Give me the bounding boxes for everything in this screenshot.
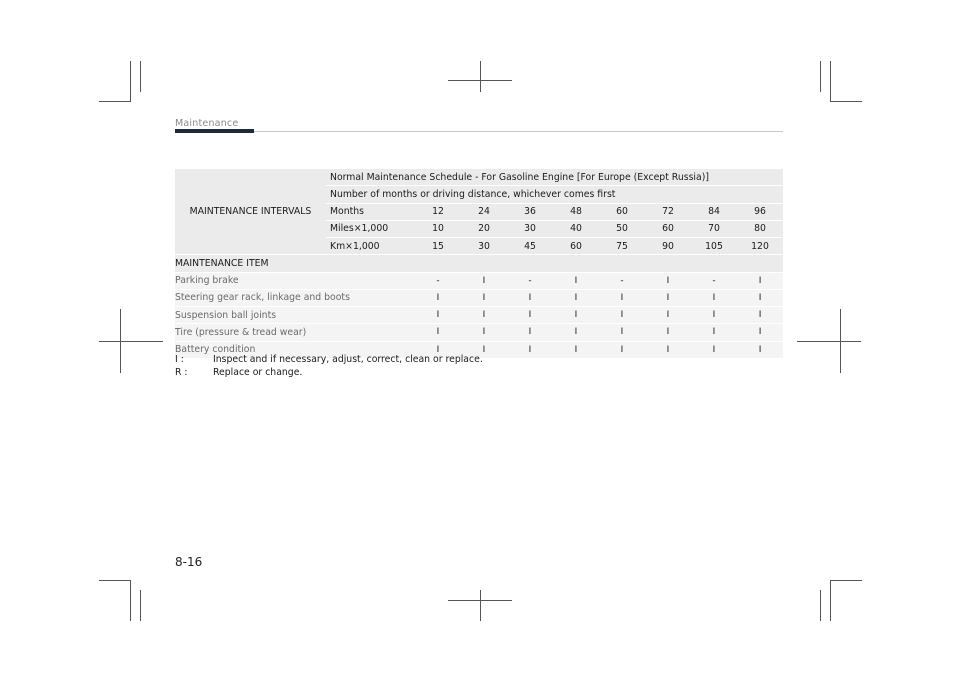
interval-row-label: Miles×1,000 (326, 220, 415, 237)
item-value: - (691, 272, 737, 289)
item-value: I (415, 341, 461, 358)
item-value: I (415, 289, 461, 306)
item-value: I (737, 289, 783, 306)
item-value: I (645, 272, 691, 289)
interval-value: 45 (507, 238, 553, 255)
schedule-title-row (175, 169, 783, 186)
item-value: - (507, 272, 553, 289)
item-value: I (553, 324, 599, 341)
item-value: I (599, 324, 645, 341)
interval-row-label: Months (326, 203, 415, 220)
maintenance-item-label: MAINTENANCE ITEM (175, 255, 783, 272)
interval-value: 60 (553, 238, 599, 255)
interval-value: 20 (461, 220, 507, 237)
interval-value: 60 (599, 203, 645, 220)
maintenance-intervals-label: MAINTENANCE INTERVALS (175, 169, 326, 255)
item-value: I (553, 341, 599, 358)
item-value: I (691, 324, 737, 341)
interval-value: 70 (691, 220, 737, 237)
legend (175, 353, 483, 379)
section-header (175, 118, 783, 132)
item-value: I (691, 341, 737, 358)
item-value: I (461, 289, 507, 306)
table-row (175, 324, 783, 341)
schedule-title: Normal Maintenance Schedule - For Gasoline Engine [For Europe (Except Russia)] (326, 169, 783, 186)
interval-value: 96 (737, 203, 783, 220)
legend-text: Inspect and if necessary, adjust, correct, clean or replace. (213, 354, 483, 365)
interval-value: 40 (553, 220, 599, 237)
item-value: I (553, 307, 599, 324)
interval-value: 90 (645, 238, 691, 255)
header-rule-accent (175, 129, 254, 133)
item-header-row (175, 255, 783, 272)
interval-value: 48 (553, 203, 599, 220)
interval-value: 50 (599, 220, 645, 237)
item-value: I (461, 307, 507, 324)
legend-key: R : (175, 367, 188, 378)
section-title: Maintenance (175, 118, 239, 129)
item-value: I (737, 307, 783, 324)
interval-value: 30 (507, 220, 553, 237)
item-value: I (645, 341, 691, 358)
legend-item (175, 366, 483, 379)
item-value: I (553, 289, 599, 306)
item-value: I (737, 272, 783, 289)
interval-value: 84 (691, 203, 737, 220)
item-name: Suspension ball joints (175, 307, 415, 324)
item-value: I (737, 341, 783, 358)
item-value: I (415, 307, 461, 324)
item-value: I (553, 272, 599, 289)
item-value: I (507, 324, 553, 341)
item-value: I (461, 324, 507, 341)
interval-value: 10 (415, 220, 461, 237)
interval-value: 60 (645, 220, 691, 237)
interval-value: 120 (737, 238, 783, 255)
interval-value: 80 (737, 220, 783, 237)
item-name: Tire (pressure & tread wear) (175, 324, 415, 341)
item-value: I (691, 289, 737, 306)
schedule-subtitle: Number of months or driving distance, whichever comes first (326, 186, 783, 203)
item-value: I (507, 289, 553, 306)
interval-value: 30 (461, 238, 507, 255)
interval-value: 105 (691, 238, 737, 255)
legend-item (175, 353, 483, 366)
header-rule (254, 131, 783, 132)
interval-value: 15 (415, 238, 461, 255)
item-value: I (507, 307, 553, 324)
interval-value: 12 (415, 203, 461, 220)
item-value: I (691, 307, 737, 324)
item-value: I (599, 289, 645, 306)
legend-text: Replace or change. (213, 367, 303, 378)
item-value: I (645, 289, 691, 306)
item-value: I (645, 307, 691, 324)
item-value: I (415, 324, 461, 341)
legend-key: I : (175, 354, 184, 365)
item-value: I (599, 307, 645, 324)
table-row (175, 307, 783, 324)
item-name: Steering gear rack, linkage and boots (175, 289, 415, 306)
item-value: I (461, 341, 507, 358)
table-row (175, 272, 783, 289)
maintenance-schedule-table (175, 169, 783, 359)
item-value: I (599, 341, 645, 358)
interval-value: 72 (645, 203, 691, 220)
item-name: Battery condition (175, 341, 415, 358)
interval-value: 36 (507, 203, 553, 220)
item-value: I (507, 341, 553, 358)
item-value: - (415, 272, 461, 289)
table-row (175, 289, 783, 306)
interval-value: 75 (599, 238, 645, 255)
interval-row-label: Km×1,000 (326, 238, 415, 255)
item-name: Parking brake (175, 272, 415, 289)
page-number: 8-16 (175, 555, 203, 569)
item-value: - (599, 272, 645, 289)
item-value: I (645, 324, 691, 341)
item-value: I (737, 324, 783, 341)
interval-value: 24 (461, 203, 507, 220)
item-value: I (461, 272, 507, 289)
